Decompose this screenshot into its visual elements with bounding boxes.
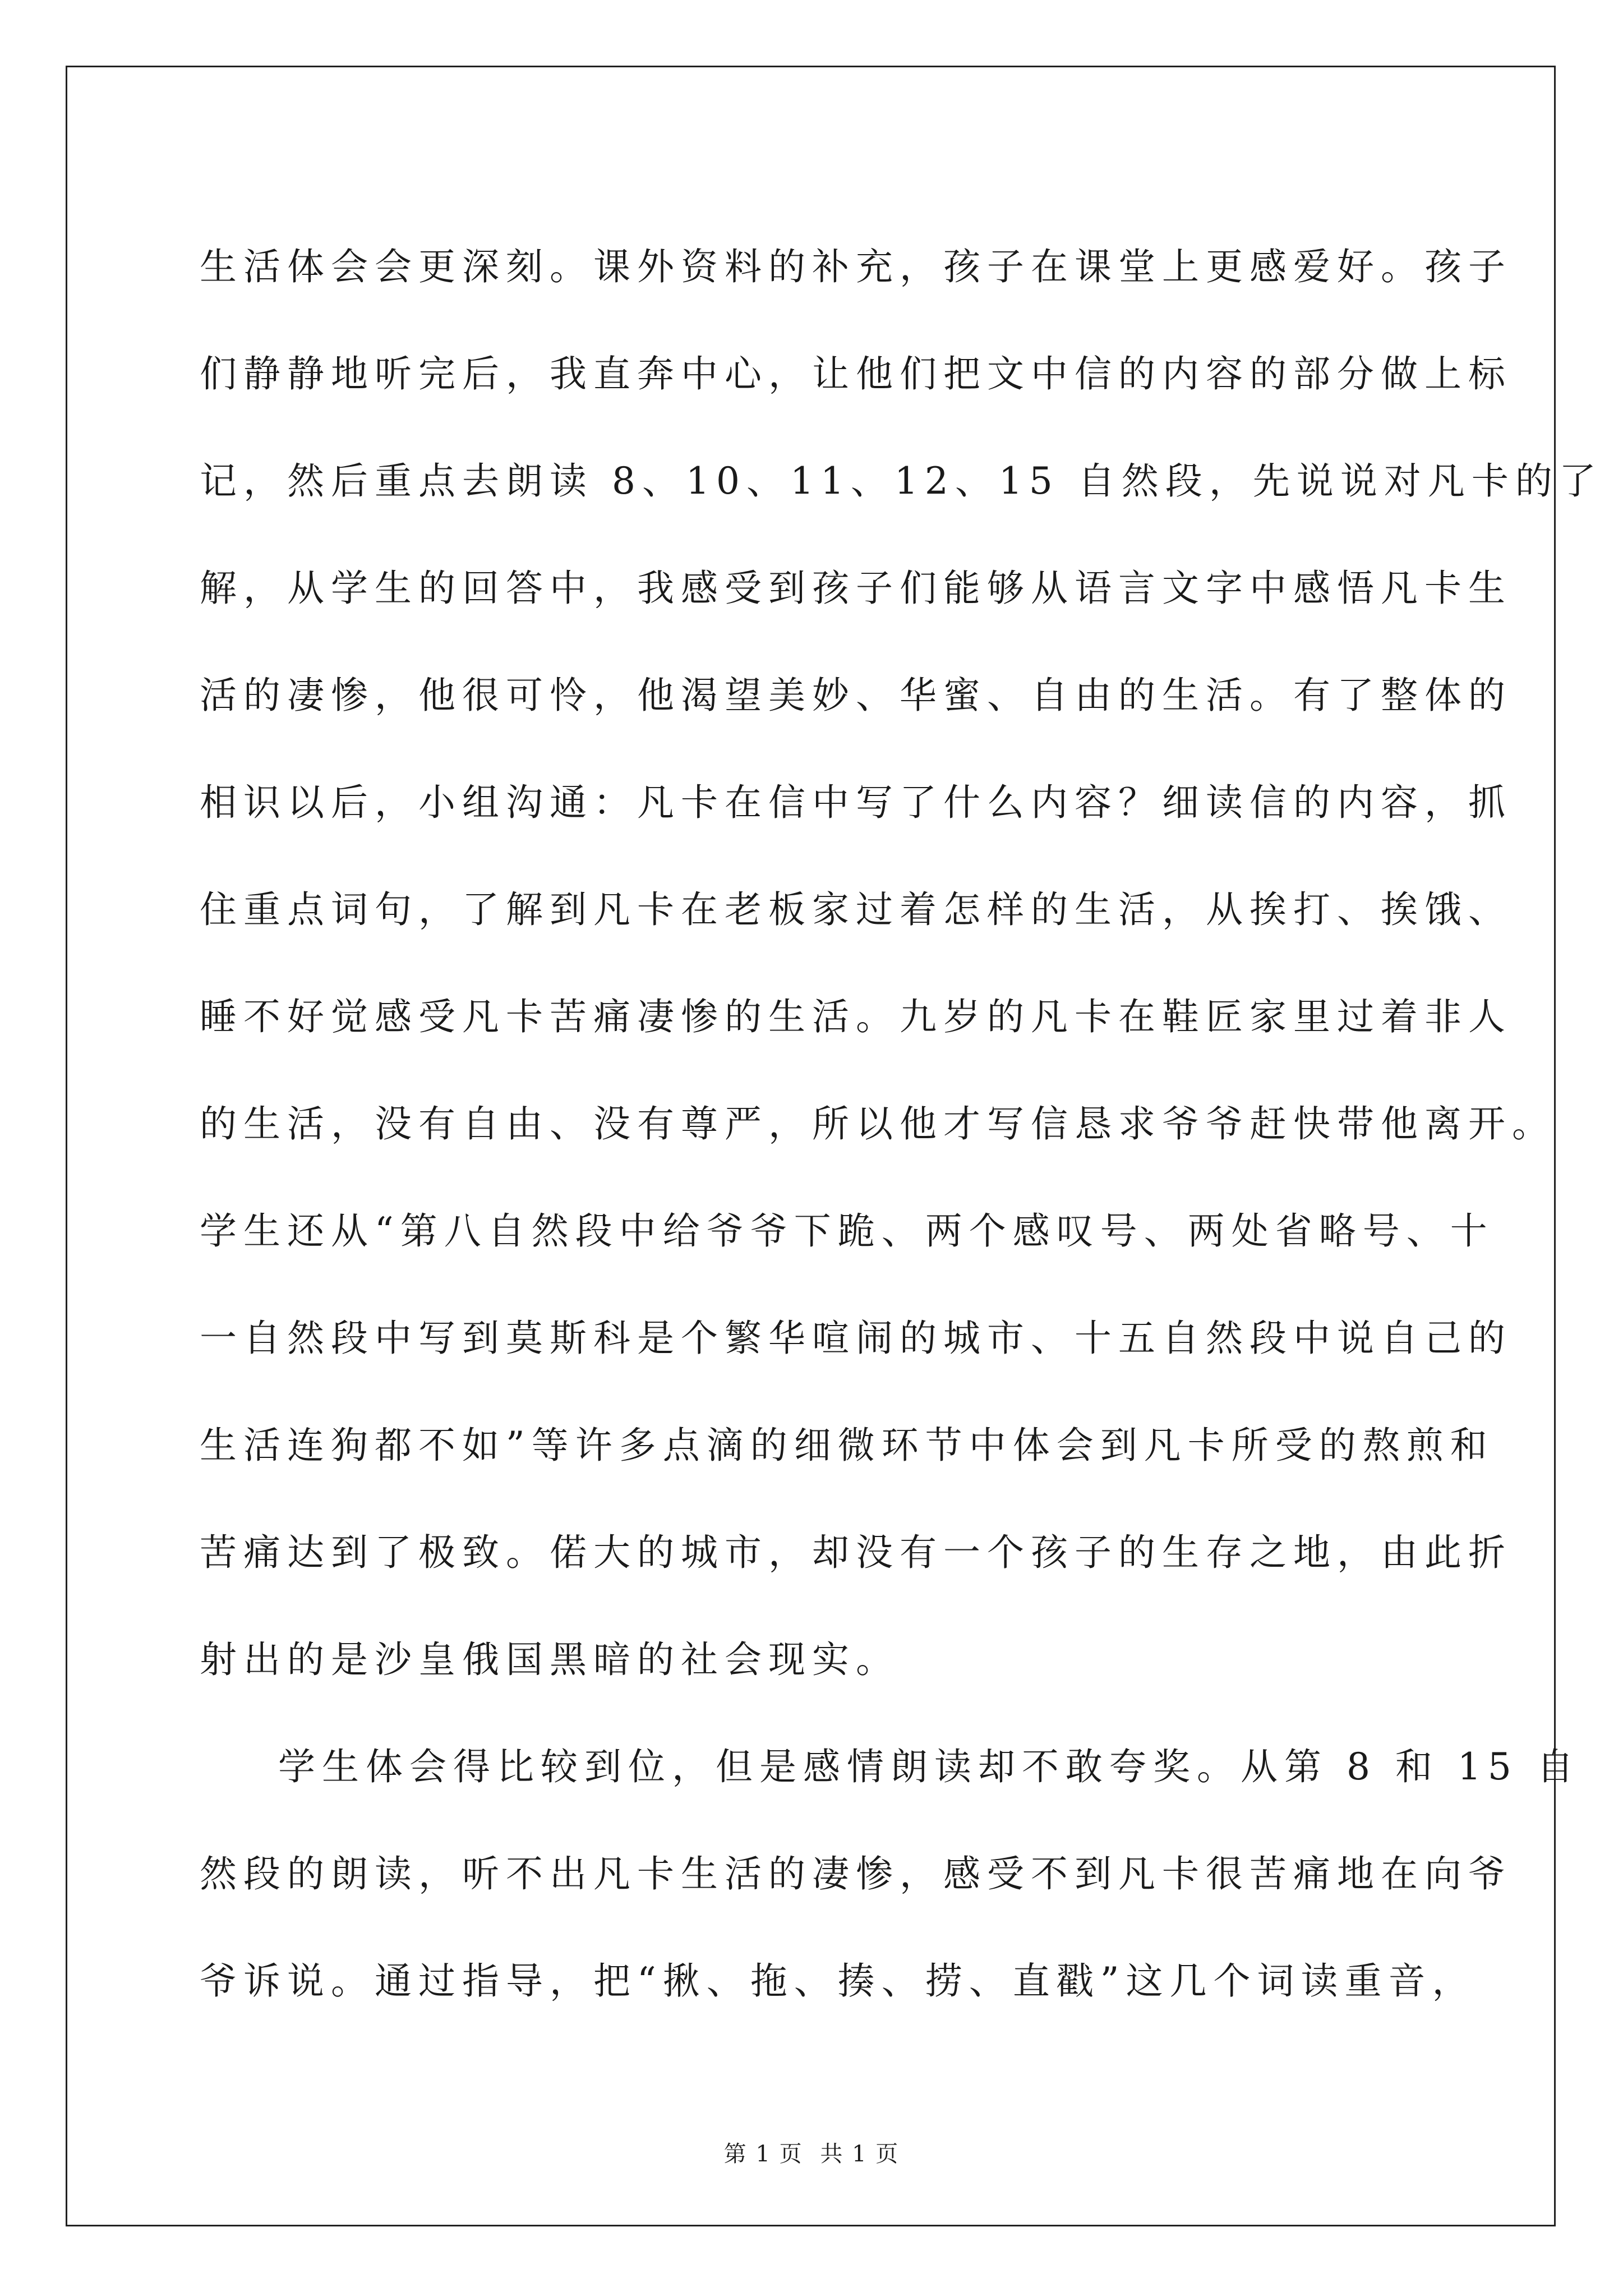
page-number: 第 1 页 [723, 2141, 803, 2167]
text-line: 一自然段中写到莫斯科是个繁华喧闹的城市、十五自然段中说自己的 [200, 1317, 1512, 1360]
text-line: 射出的是沙皇俄国黑暗的社会现实。 [200, 1638, 900, 1681]
text-line: 相识以后，小组沟通：凡卡在信中写了什么内容？细读信的内容，抓 [200, 781, 1512, 824]
text-line: 学生体会得比较到位，但是感情朗读却不敢夸奖。从第 8 和 15 自 [278, 1745, 1580, 1788]
text-line: 苦痛达到了极致。偌大的城市，却没有一个孩子的生存之地，由此折 [200, 1531, 1512, 1574]
text-line: 住重点词句，了解到凡卡在老板家过着怎样的生活，从挨打、挨饿、 [200, 888, 1512, 931]
paragraph [200, 1713, 1580, 2035]
text-line: 解，从学生的回答中，我感受到孩子们能够从语言文字中感悟凡卡生 [200, 567, 1512, 610]
page-footer [0, 2136, 1623, 2168]
text-line: 生活连狗都不如”等许多点滴的细微环节中体会到凡卡所受的熬煎和 [200, 1424, 1494, 1467]
text-line: 活的凄惨，他很可怜，他渴望美妙、华蜜、自由的生活。有了整体的 [200, 674, 1512, 717]
text-line: 学生还从“第八自然段中给爷爷下跪、两个感叹号、两处省略号、十 [200, 1209, 1494, 1253]
text-line: 然段的朗读，听不出凡卡生活的凄惨，感受不到凡卡很苦痛地在向爷 [200, 1852, 1512, 1895]
text-line: 生活体会会更深刻。课外资料的补充，孩子在课堂上更感爱好。孩子 [200, 245, 1512, 288]
text-line: 们静静地听完后，我直奔中心，让他们把文中信的内容的部分做上标 [200, 352, 1512, 395]
page-total: 共 1 页 [820, 2141, 900, 2167]
paragraph [200, 213, 1603, 1713]
text-line: 爷诉说。通过指导，把“揪、拖、揍、捞、直戳”这几个词读重音， [200, 1959, 1476, 2003]
text-line: 睡不好觉感受凡卡苦痛凄惨的生活。九岁的凡卡在鞋匠家里过着非人 [200, 995, 1512, 1038]
text-line: 记，然后重点去朗读 8、10、11、12、15 自然段，先说说对凡卡的了 [200, 459, 1603, 503]
document-body [200, 213, 1603, 2035]
text-line: 的生活，没有自由、没有尊严，所以他才写信恳求爷爷赶快带他离开。 [200, 1102, 1556, 1145]
